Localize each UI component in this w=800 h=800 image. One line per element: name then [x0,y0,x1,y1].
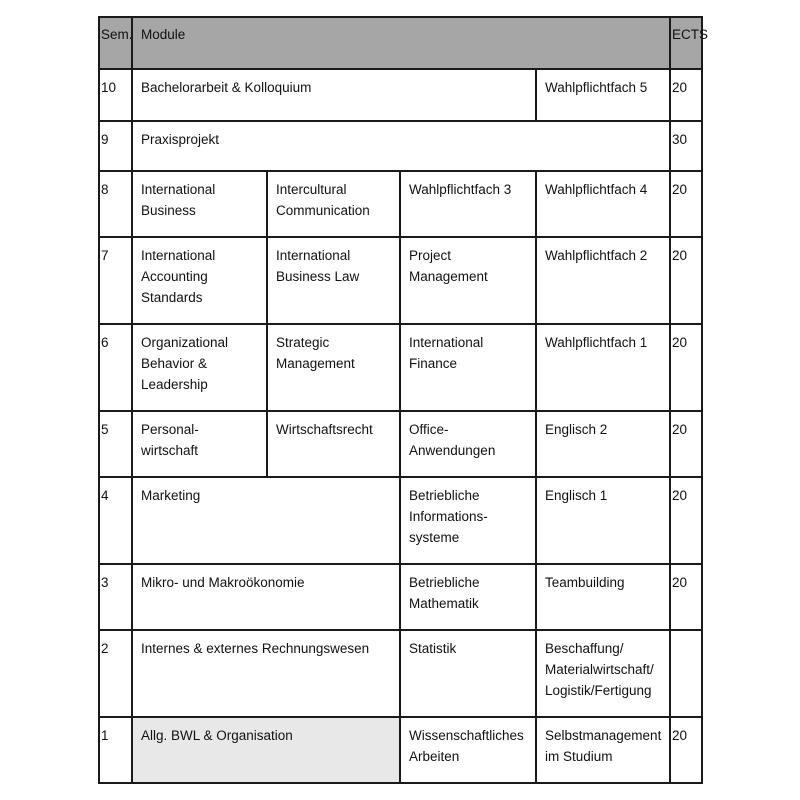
ects-cell: 20 [670,717,702,783]
module-cell: Wahlpflichtfach 5 [536,69,670,121]
semester-row-6 [99,324,702,411]
module-cell: Betriebliche Informations- systeme [400,477,536,564]
header-sem: Sem. [99,17,132,69]
ects-cell: 20 [670,477,702,564]
module-cell: Betriebliche Mathematik [400,564,536,630]
header-module: Module [132,17,670,69]
sem-cell: 5 [99,411,132,477]
module-cell: Teambuilding [536,564,670,630]
ects-cell: 20 [670,171,702,237]
ects-cell: 20 [670,324,702,411]
semester-row-5 [99,411,702,477]
module-cell: Wissenschaftliches Arbeiten [400,717,536,783]
module-cell: Wahlpflichtfach 3 [400,171,536,237]
ects-cell: 20 [670,411,702,477]
sem-cell: 8 [99,171,132,237]
ects-cell: 20 [670,237,702,324]
module-cell: Beschaffung/ Materialwirtschaft/ Logistik/Fertigung [536,630,670,717]
sem-cell: 9 [99,121,132,171]
module-cell: Project Management [400,237,536,324]
module-cell: Praxisprojekt [132,121,670,171]
table-header-row [99,17,702,69]
sem-cell: 7 [99,237,132,324]
module-cell: International Business [132,171,267,237]
semester-row-9 [99,121,702,171]
module-cell: International Business Law [267,237,400,324]
ects-cell [670,630,702,717]
header-ects: ECTS [670,17,702,69]
sem-cell: 1 [99,717,132,783]
semester-row-10 [99,69,702,121]
ects-cell: 20 [670,69,702,121]
module-cell: Intercultural Communication [267,171,400,237]
sem-cell: 6 [99,324,132,411]
module-cell: Mikro- und Makroökonomie [132,564,400,630]
module-cell: Allg. BWL & Organisation [132,717,400,783]
module-cell: Englisch 2 [536,411,670,477]
module-cell: Wahlpflichtfach 2 [536,237,670,324]
module-cell: Personal- wirtschaft [132,411,267,477]
module-cell: Statistik [400,630,536,717]
semester-row-4 [99,477,702,564]
semester-row-1 [99,717,702,783]
ects-cell: 20 [670,564,702,630]
module-cell: Office- Anwendungen [400,411,536,477]
module-cell: Bachelorarbeit & Kolloquium [132,69,536,121]
module-cell: Internes & externes Rechnungswesen [132,630,400,717]
semester-row-3 [99,564,702,630]
semester-row-2 [99,630,702,717]
module-cell: Strategic Management [267,324,400,411]
semester-row-8 [99,171,702,237]
sem-cell: 4 [99,477,132,564]
study-plan-table [98,16,709,784]
module-cell: Wahlpflichtfach 4 [536,171,670,237]
module-cell: International Accounting Standards [132,237,267,324]
sem-cell: 3 [99,564,132,630]
module-cell: Englisch 1 [536,477,670,564]
module-cell: Wahlpflichtfach 1 [536,324,670,411]
module-cell: Selbstmanagement im Studium [536,717,670,783]
module-cell: Organizational Behavior & Leadership [132,324,267,411]
module-cell: Wirtschaftsrecht [267,411,400,477]
module-cell: International Finance [400,324,536,411]
sem-cell: 10 [99,69,132,121]
semester-row-7 [99,237,702,324]
module-cell: Marketing [132,477,400,564]
ects-cell: 30 [670,121,702,171]
sem-cell: 2 [99,630,132,717]
